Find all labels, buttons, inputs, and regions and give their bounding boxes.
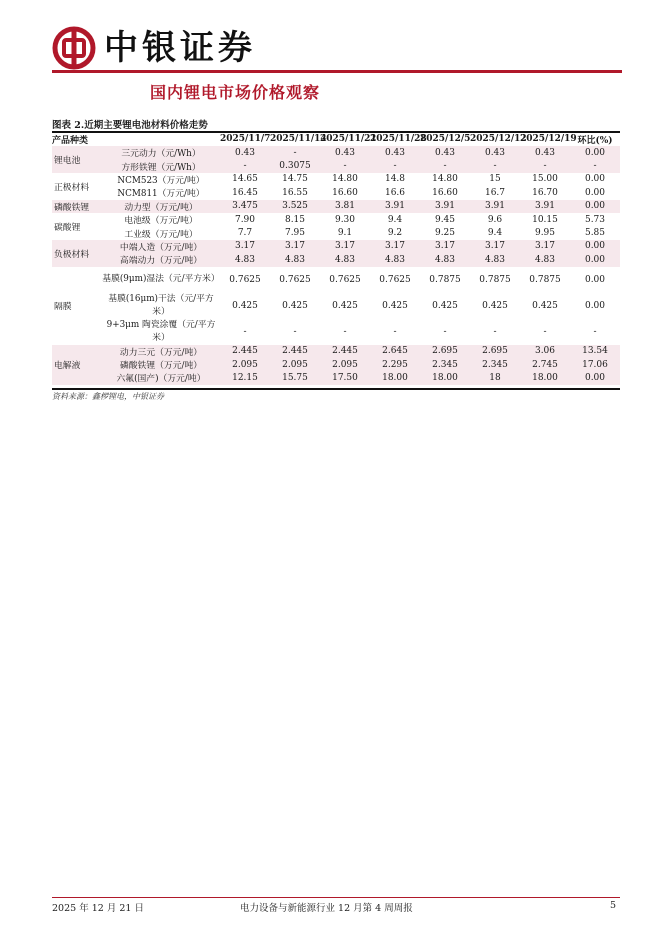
footer-date: 2025 年 12 月 21 日 (52, 903, 144, 914)
value-cell: 9.4 (487, 228, 503, 239)
value-cell: 0.7625 (229, 274, 261, 285)
value-cell: 7.7 (237, 228, 253, 239)
item-cell: 电池级（万元/吨） (124, 216, 198, 227)
item-cell: 三元动力（元/Wh） (102, 146, 220, 159)
value-cell: 0.00 (570, 371, 620, 384)
value-cell: 14.8 (384, 174, 406, 185)
value-cell: 3.06 (520, 345, 570, 358)
value-cell: 0.7875 (479, 274, 511, 285)
value-cell: - (293, 326, 297, 337)
footer-divider (52, 897, 620, 898)
value-cell: 0.425 (382, 300, 408, 311)
brand-name: 中银证券 (104, 28, 256, 68)
value-cell: - (543, 326, 547, 337)
table-row (52, 293, 620, 319)
value-cell: 9.4 (387, 214, 403, 225)
value-cell: 0.43 (370, 146, 420, 159)
value-cell: 0.7625 (279, 274, 311, 285)
value-cell: 0.43 (420, 146, 470, 159)
value-cell: - (570, 159, 620, 172)
value-cell: 9.1 (337, 228, 353, 239)
value-cell: - (593, 326, 597, 337)
category-cell: 碳酸锂 (54, 222, 81, 233)
col-header (102, 132, 220, 146)
value-cell: - (343, 326, 347, 337)
value-cell: 0.43 (320, 146, 370, 159)
item-cell: 磷酸铁锂（万元/吨） (102, 358, 220, 371)
value-cell: 2.695 (420, 345, 470, 358)
table-row (52, 371, 620, 384)
item-cell: 动力型（万元/吨） (102, 200, 220, 213)
value-cell: 16.6 (384, 187, 406, 198)
category-cell: 负极材料 (52, 240, 102, 267)
value-cell: 16.45 (232, 187, 258, 198)
value-cell: 17.06 (570, 358, 620, 371)
value-cell: 9.6 (487, 214, 503, 225)
table-row (52, 226, 620, 239)
col-header: 2025/11/7 (220, 134, 271, 144)
value-cell: - (320, 159, 370, 172)
value-cell: - (243, 326, 247, 337)
value-cell: - (270, 146, 320, 159)
value-cell: 0.425 (532, 300, 558, 311)
value-cell: 2.345 (420, 358, 470, 371)
value-cell: 9.45 (434, 214, 456, 225)
col-header: 2025/11/28 (370, 134, 427, 144)
value-cell: 9.30 (334, 214, 356, 225)
value-cell: 4.83 (320, 253, 370, 266)
value-cell: 2.295 (370, 358, 420, 371)
value-cell: 4.83 (470, 253, 520, 266)
category-cell: 电解液 (52, 345, 102, 385)
price-table (52, 132, 620, 385)
value-cell: 18.00 (370, 371, 420, 384)
table-body (52, 146, 620, 385)
value-cell: - (470, 159, 520, 172)
figure-title: 图表 2.近期主要锂电池材料价格走势 (52, 120, 208, 131)
value-cell: 9.95 (534, 228, 556, 239)
header-divider (52, 70, 622, 73)
value-cell: 2.345 (470, 358, 520, 371)
table-row (52, 345, 620, 358)
value-cell: 3.91 (520, 200, 570, 213)
value-cell: 0.425 (482, 300, 508, 311)
value-cell: 18.00 (520, 371, 570, 384)
value-cell: 4.83 (420, 253, 470, 266)
value-cell: 14.80 (332, 174, 358, 185)
item-cell: 基膜(9μm)湿法（元/平方米） (102, 274, 220, 285)
value-cell: 17.50 (320, 371, 370, 384)
col-header: 产品种类 (52, 135, 89, 146)
item-cell: 高端动力（万元/吨） (102, 253, 220, 266)
value-cell: 0.00 (570, 240, 620, 253)
value-cell: 3.17 (520, 240, 570, 253)
value-cell: 0.00 (584, 300, 606, 311)
col-header: 2025/12/19 (520, 134, 577, 144)
value-cell: 4.83 (520, 253, 570, 266)
value-cell: 2.095 (270, 358, 320, 371)
value-cell: 4.83 (370, 253, 420, 266)
value-cell: 14.75 (282, 174, 308, 185)
item-cell: 工业级（万元/吨） (124, 229, 198, 240)
footer-report-title: 电力设备与新能源行业 12 月第 4 周周报 (240, 903, 413, 914)
value-cell: 3.475 (220, 200, 270, 213)
value-cell: 16.60 (332, 187, 358, 198)
col-header: 2025/12/5 (420, 134, 471, 144)
value-cell: - (420, 159, 470, 172)
item-cell: 9+3μm 陶瓷涂覆（元/平方米） (106, 319, 216, 343)
value-cell: 0.00 (584, 274, 606, 285)
value-cell: 0.425 (282, 300, 308, 311)
value-cell: 14.80 (432, 174, 458, 185)
value-cell: 0.7875 (529, 274, 561, 285)
value-cell: 3.17 (370, 240, 420, 253)
value-cell: 0.00 (584, 187, 606, 198)
value-cell: 7.95 (284, 228, 306, 239)
value-cell: 0.00 (570, 253, 620, 266)
category-cell: 隔膜 (54, 302, 72, 313)
value-cell: 16.7 (484, 187, 506, 198)
item-cell: 方形铁锂（元/Wh） (102, 159, 220, 172)
value-cell: 7.90 (234, 214, 256, 225)
value-cell: 3.81 (320, 200, 370, 213)
source-note: 资料来源：鑫椤锂电，中银证券 (52, 392, 164, 401)
value-cell: 3.17 (420, 240, 470, 253)
col-header: 2025/12/12 (470, 134, 527, 144)
value-cell: - (443, 326, 447, 337)
value-cell: 3.91 (470, 200, 520, 213)
value-cell: 12.15 (220, 371, 270, 384)
item-cell: 六氟(国产)（万元/吨） (102, 371, 220, 384)
value-cell: 2.095 (320, 358, 370, 371)
table-row (52, 186, 620, 199)
value-cell: 2.445 (320, 345, 370, 358)
table-header (52, 132, 620, 146)
category-cell: 锂电池 (52, 146, 102, 173)
value-cell: 18.00 (420, 371, 470, 384)
table-row (52, 319, 620, 345)
value-cell: 2.645 (370, 345, 420, 358)
value-cell: 2.745 (520, 358, 570, 371)
value-cell: 0.7625 (329, 274, 361, 285)
value-cell: 3.17 (320, 240, 370, 253)
item-cell: NCM811（万元/吨） (117, 189, 205, 200)
value-cell: 0.00 (570, 146, 620, 159)
value-cell: 0.7625 (379, 274, 411, 285)
value-cell: 3.17 (270, 240, 320, 253)
value-cell: - (520, 159, 570, 172)
value-cell: 13.54 (570, 345, 620, 358)
page-number: 5 (610, 900, 617, 911)
category-cell: 磷酸铁锂 (52, 200, 102, 213)
value-cell: - (393, 326, 397, 337)
value-cell: 0.3075 (270, 159, 320, 172)
value-cell: - (370, 159, 420, 172)
table-row (52, 159, 620, 172)
value-cell: 3.17 (470, 240, 520, 253)
table-bottom-rule (52, 388, 620, 390)
value-cell: 0.425 (332, 300, 358, 311)
value-cell: 16.70 (532, 187, 558, 198)
value-cell: 0.00 (584, 174, 606, 185)
value-cell: 0.00 (570, 200, 620, 213)
table-row (52, 213, 620, 226)
table-row (52, 358, 620, 371)
value-cell: 4.83 (270, 253, 320, 266)
value-cell: 15.00 (532, 174, 558, 185)
value-cell: 9.25 (434, 228, 456, 239)
item-cell: 基膜(16μm)干法（元/平方米） (108, 293, 214, 317)
value-cell: 16.55 (282, 187, 308, 198)
table-row (52, 146, 620, 159)
value-cell: 2.695 (470, 345, 520, 358)
value-cell: 0.425 (232, 300, 258, 311)
col-header: 环比(%) (577, 135, 613, 146)
value-cell: 9.2 (387, 228, 403, 239)
value-cell: 3.17 (220, 240, 270, 253)
value-cell: 4.83 (220, 253, 270, 266)
value-cell: 3.91 (370, 200, 420, 213)
table-row (52, 253, 620, 266)
col-header: 2025/11/14 (270, 134, 327, 144)
value-cell: 8.15 (284, 214, 306, 225)
value-cell: 0.43 (520, 146, 570, 159)
table-row (52, 200, 620, 213)
value-cell: - (220, 159, 270, 172)
value-cell: 2.095 (220, 358, 270, 371)
value-cell: 16.60 (432, 187, 458, 198)
value-cell: 2.445 (220, 345, 270, 358)
value-cell: 3.91 (420, 200, 470, 213)
value-cell: 14.65 (232, 174, 258, 185)
value-cell: 10.15 (532, 214, 558, 225)
table-row (52, 240, 620, 253)
item-cell: 动力三元（万元/吨） (102, 345, 220, 358)
value-cell: 0.43 (470, 146, 520, 159)
value-cell: 15.75 (270, 371, 320, 384)
section-title: 国内锂电市场价格观察 (150, 83, 321, 102)
value-cell: 5.73 (584, 214, 606, 225)
value-cell: 0.43 (220, 146, 270, 159)
value-cell: 0.425 (432, 300, 458, 311)
value-cell: - (493, 326, 497, 337)
category-cell: 正极材料 (54, 182, 90, 193)
item-cell: 中端人造（万元/吨） (102, 240, 220, 253)
table-row (52, 173, 620, 186)
value-cell: 0.7875 (429, 274, 461, 285)
value-cell: 18 (470, 371, 520, 384)
col-header: 2025/11/21 (320, 134, 377, 144)
value-cell: 3.525 (270, 200, 320, 213)
bank-of-china-logo (52, 26, 96, 70)
value-cell: 5.85 (584, 228, 606, 239)
table-row (52, 267, 620, 293)
item-cell: NCM523（万元/吨） (117, 175, 205, 186)
value-cell: 15 (489, 174, 501, 185)
value-cell: 2.445 (270, 345, 320, 358)
